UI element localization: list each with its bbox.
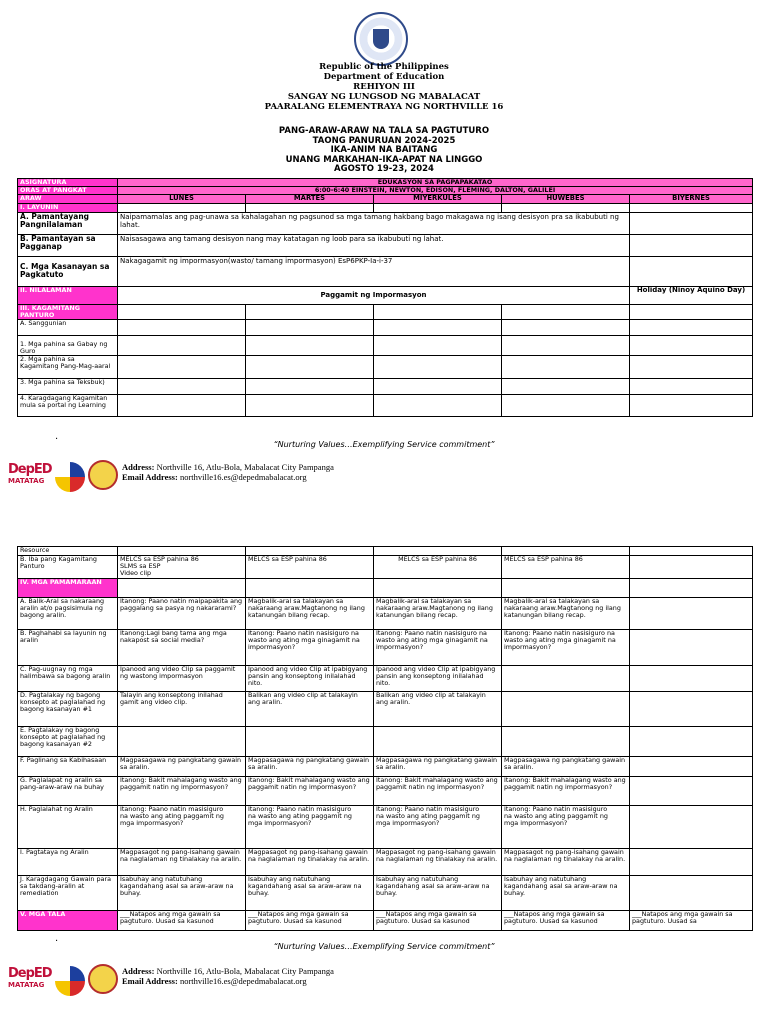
section-kagamitan: III. KAGAMITANG PANTURO xyxy=(18,304,118,319)
title-line-2: TAONG PANURUAN 2024-2025 xyxy=(312,135,456,146)
cell xyxy=(630,556,753,579)
day-header: BIYERNES xyxy=(630,195,753,203)
cell: MELCS sa ESP pahina 86 xyxy=(246,556,374,579)
cell: Talayin ang konseptong inilahad gamit ang video clip. xyxy=(118,691,246,726)
row-label: E. Pagtalakay ng bagong konsepto at paglalahad ng bagong kasanayan #2 xyxy=(18,726,118,756)
row-label: 3. Mga pahina sa Teksbuk) xyxy=(18,379,118,395)
cell: Isabuhay ang natutuhang kagandahang asal sa araw-araw na buhay. xyxy=(118,875,246,910)
cell xyxy=(630,597,753,629)
row-label: G. Paglalapat ng aralin sa pang-araw-araw na buhay xyxy=(18,776,118,805)
cell: Magpasagot ng pang-isahang gawain na naglalaman ng tinalakay na aralin. xyxy=(374,848,502,875)
email-label: Email Address: xyxy=(122,472,178,482)
row-label: C. Pag-uugnay ng mga halimbawa sa bagong aralin xyxy=(18,665,118,691)
section-tala: V. MGA TALA xyxy=(18,910,118,930)
address-label: Address: xyxy=(122,462,155,472)
oras-value: 6:00-6:40 EINSTEIN, NEWTON, EDISON, FLEMING, DALTON, GALILEI xyxy=(118,187,753,195)
motto: “Nurturing Values…Exemplifying Service commitment” xyxy=(273,942,495,951)
title-line-5: AGOSTO 19-23, 2024 xyxy=(334,164,434,175)
cell: Isabuhay ang natutuhang kagandahang asal sa araw-araw na buhay. xyxy=(374,875,502,910)
lesson-plan-table-1 xyxy=(17,178,753,417)
address-block xyxy=(122,462,334,482)
header-line-5: PAARALANG ELEMENTRAYA NG NORTHVILLE 16 xyxy=(264,102,504,112)
header-line-1: Republic of the Philippines xyxy=(319,62,449,72)
day-header: LUNES xyxy=(118,195,246,203)
row-label: I. Pagtataya ng Aralin xyxy=(18,848,118,875)
cell: MELCS sa ESP pahina 86 xyxy=(374,556,502,579)
cell: ___Natapos ang mga gawain sa pagtuturo. Uusad sa kasunod xyxy=(246,910,374,930)
holiday-note: Holiday (Ninoy Aquino Day) xyxy=(630,286,753,304)
deped-seal-logo xyxy=(354,12,408,66)
cell: Magpasagawa ng pangkatang gawain sa aralin. xyxy=(374,756,502,776)
row-label: J. Karagdagang Gawain para sa takdang-aralin at remediation xyxy=(18,875,118,910)
row-label: 4. Karagdagang Kagamitan mula sa portal ng Learning xyxy=(18,395,118,417)
cell xyxy=(630,691,753,726)
row-label: 2. Mga pahina sa Kagamitang Pang-Mag-aaral xyxy=(18,356,118,379)
matatag-text: MATATAG xyxy=(8,981,45,989)
cell: MELCS sa ESP pahina 86 SLMS sa ESP Video clip xyxy=(118,556,246,579)
day-header: MARTES xyxy=(246,195,374,203)
school-seal-logo xyxy=(88,964,118,994)
email-text: northville16.es@depedmabalacat.org xyxy=(177,472,307,482)
cell: Magbalik-aral sa talakayan sa nakaraang araw.Magtanong ng ilang katanungan bilang recap. xyxy=(502,597,630,629)
cell: ___Natapos ang mga gawain sa pagtuturo. Uusad sa kasunod xyxy=(374,910,502,930)
cell: Balikan ang video clip at talakayin ang aralin. xyxy=(374,691,502,726)
cell: Itanong: Bakit mahalagang wasto ang paggamit natin ng impormasyon? xyxy=(502,776,630,805)
cell: Magpasagot ng pang-isahang gawain na naglalaman ng tinalakay na aralin. xyxy=(246,848,374,875)
school-seal-logo xyxy=(88,460,118,490)
day-header: MIYERKULES xyxy=(374,195,502,203)
email-text: northville16.es@depedmabalacat.org xyxy=(177,976,307,986)
row-label: A. Balik-Aral sa nakaraang aralin at/o pagsisimula ng bagong aralin. xyxy=(18,597,118,629)
row-label: C. Mga Kasanayan sa Pagkatuto xyxy=(18,256,118,286)
header-line-4: SANGAY NG LUNGSOD NG MABALACAT xyxy=(287,92,481,102)
nilalaman-text: Paggamit ng Impormasyon xyxy=(118,286,630,304)
cell: Itanong: Bakit mahalagang wasto ang paggamit natin ng impormasyon? xyxy=(374,776,502,805)
title-line-1: PANG-ARAW-ARAW NA TALA SA PAGTUTURO xyxy=(278,126,490,136)
cell: Ipanood ang video Clip at ipabigyang pansin ang konseptong inilalahad nito. xyxy=(374,665,502,691)
cell: Isabuhay ang natutuhang kagandahang asal sa araw-araw na buhay. xyxy=(502,875,630,910)
section-pamamaraan: IV. MGA PAMAMARAAN xyxy=(18,578,118,597)
email-label: Email Address: xyxy=(122,976,178,986)
matatag-text: MATATAG xyxy=(8,477,45,485)
row-label: B. Paghahabi sa layunin ng aralin xyxy=(18,629,118,665)
oras-label: ORAS AT PANGKAT xyxy=(18,187,118,195)
row-label: A. Pamantayang Pangnilalaman xyxy=(18,212,118,234)
row-label: A. Sanggunian xyxy=(18,320,118,336)
header-block xyxy=(0,62,768,112)
cell xyxy=(630,629,753,665)
bagong-pilipinas-logo xyxy=(55,966,85,996)
title-line-4: UNANG MARKAHAN-IKA-APAT NA LINGGO xyxy=(285,154,483,165)
araw-label: ARAW xyxy=(18,195,118,203)
section-layunin: I. LAYUNIN xyxy=(18,203,118,212)
motto: “Nurturing Values…Exemplifying Service commitment” xyxy=(273,440,495,449)
cell: Magpasagawa ng pangkatang gawain sa aralin. xyxy=(502,756,630,776)
row-label: D. Pagtalakay ng bagong konsepto at paglalahad ng bagong kasanayan #1 xyxy=(18,691,118,726)
cell: Itanong: Bakit mahalagang wasto ang paggamit natin ng impormasyon? xyxy=(118,776,246,805)
address-label: Address: xyxy=(122,966,155,976)
header-line-2: Department of Education xyxy=(323,72,445,82)
lesson-plan-table-2 xyxy=(17,546,753,931)
cell: Itanong: Paano natin nasisiguro na wasto ang ating mga ginagamit na impormasyon? xyxy=(502,629,630,665)
cell: ___Natapos ang mga gawain sa pagtuturo. Uusad sa kasunod xyxy=(502,910,630,930)
cell: MELCS sa ESP pahina 86 xyxy=(502,556,630,579)
deped-text: DepED xyxy=(8,462,52,477)
cell xyxy=(502,665,630,691)
deped-matatag-logo xyxy=(8,966,52,996)
deped-text: DepED xyxy=(8,966,52,981)
cell: Isabuhay ang natutuhang kagandahang asal sa araw-araw na buhay. xyxy=(246,875,374,910)
row-label: H. Paglalahat ng Aralin xyxy=(18,805,118,848)
cell: Itanong: Paano natin masisiguro na wasto ang ating paggamit ng mga impormasyon? xyxy=(502,805,630,848)
section-nilalaman: II. NILALAMAN xyxy=(18,286,118,304)
cell xyxy=(502,691,630,726)
cell: ___Natapos ang mga gawain sa pagtuturo. Uusad sa xyxy=(630,910,753,930)
cell: Itanong: Paano natin masisiguro na wasto ang ating paggamit ng mga impormasyon? xyxy=(374,805,502,848)
day-header: HUWEBES xyxy=(502,195,630,203)
cell: Balikan ang video clip at talakayin ang aralin. xyxy=(246,691,374,726)
cell: ___Natapos ang mga gawain sa pagtuturo. Uusad sa kasunod xyxy=(118,910,246,930)
address-text: Northville 16, Atlu-Bola, Mabalacat City Pampanga xyxy=(154,966,334,976)
document-title xyxy=(0,127,768,175)
row-label: F. Paglinang sa Kabihasaan xyxy=(18,756,118,776)
cell: Itanong: Paano natin nasisiguro na wasto ang ating mga ginagamit na impormasyon? xyxy=(246,629,374,665)
bagong-pilipinas-logo xyxy=(55,462,85,492)
cell: Magbalik-aral sa talakayan sa nakaraang araw.Magtanong ng ilang katanungan bilang recap. xyxy=(246,597,374,629)
cell: Magpasagawa ng pangkatang gawain sa aralin. xyxy=(118,756,246,776)
row-label: Resource xyxy=(18,547,118,556)
cell: Ipanood ang video Clip sa paggamit ng wastong impormasyon xyxy=(118,665,246,691)
cell xyxy=(630,665,753,691)
address-block xyxy=(122,966,334,986)
cell: Itanong: Paano natin masisiguro na wasto ang ating paggamit ng mga impormasyon? xyxy=(118,805,246,848)
deped-matatag-logo xyxy=(8,462,52,492)
pamantayang-pangnilalaman-text: Naipamamalas ang pag-unawa sa kahalagahan ng pagsunod sa mga tamang hakbang bago makagawa ng isang desisyon pra sa ikabubuti ng lahat. xyxy=(118,212,630,234)
pamantayan-sa-pagganap-text: Naisasagawa ang tamang desisyon nang may katatagan ng loob para sa ikabubuti ng lahat. xyxy=(118,234,630,256)
bullet-dot: · xyxy=(55,936,59,947)
address-text: Northville 16, Atlu-Bola, Mabalacat City Pampanga xyxy=(154,462,334,472)
cell: Itanong: Paano natin masisiguro na wasto ang ating paggamit ng mga impormasyon? xyxy=(246,805,374,848)
footer xyxy=(0,964,768,1004)
cell: Itanong: Paano natin maipapakita ang paggalang sa pasya ng nakararami? xyxy=(118,597,246,629)
cell: Itanong: Paano natin nasisiguro na wasto ang ating mga ginagamit na impormasyon? xyxy=(374,629,502,665)
footer xyxy=(0,460,768,500)
asignatura-label: ASIGNATURA xyxy=(18,179,118,187)
row-label: B. Pamantayan sa Pagganap xyxy=(18,234,118,256)
cell: Magpasagot ng pang-isahang gawain na naglalaman ng tinalakay na aralin. xyxy=(118,848,246,875)
bullet-dot: · xyxy=(55,434,59,445)
title-line-3: IKA-ANIM NA BAITANG xyxy=(330,145,438,156)
header-line-3: REHIYON III xyxy=(353,82,415,92)
row-label: B. Iba pang Kagamitang Panturo xyxy=(18,556,118,579)
cell: Magpasagot ng pang-isahang gawain na naglalaman ng tinalakay na aralin. xyxy=(502,848,630,875)
cell: Itanong:Lagi bang tama ang mga nakapost sa social media? xyxy=(118,629,246,665)
cell: Ipanood ang video Clip at ipabigyang pansin ang konseptong inilalahad nito. xyxy=(246,665,374,691)
asignatura-value: EDUKASYON SA PAGPAPAKATAO xyxy=(118,179,753,187)
kasanayan-text: Nakagagamit ng impormasyon(wasto/ tamang impormasyon) EsP6PKP-Ia-i-37 xyxy=(118,256,630,286)
row-label: 1. Mga pahina sa Gabay ng Guro xyxy=(18,336,118,356)
cell: Magpasagawa ng pangkatang gawain sa aralin. xyxy=(246,756,374,776)
cell: Magbalik-aral sa talakayan sa nakaraang araw.Magtanong ng ilang katanungan bilang recap. xyxy=(374,597,502,629)
cell: Itanong: Bakit mahalagang wasto ang paggamit natin ng impormasyon? xyxy=(246,776,374,805)
